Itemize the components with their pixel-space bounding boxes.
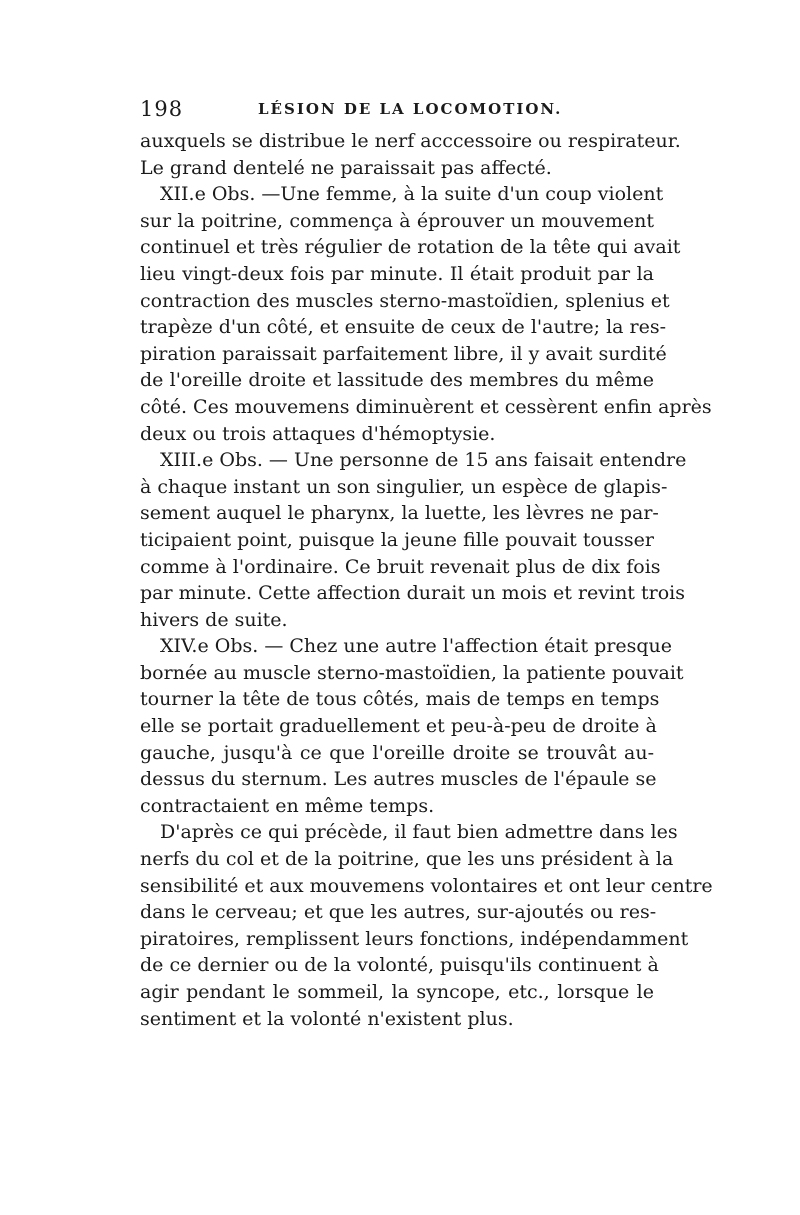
text-line: bornée au muscle sterno-mastoïdien, la patiente pouvait xyxy=(140,661,684,684)
text-line: contractaient en même temps. xyxy=(140,794,435,817)
text-line: piration paraissait parfaitement libre, il y avait surdité xyxy=(140,342,667,365)
text-line: tourner la tête de tous côtés, mais de temps en temps xyxy=(140,688,660,711)
text-line: de l'oreille droite et lassitude des membres du même xyxy=(140,369,654,392)
text-line: comme à l'ordinaire. Ce bruit revenait plus de dix fois xyxy=(140,555,661,578)
page-header xyxy=(140,97,660,125)
text-line: continuel et très régulier de rotation de la tête qui avait xyxy=(140,236,681,259)
text-line: XII.e Obs. —Une femme, à la suite d'un coup violent xyxy=(160,183,664,206)
text-line: de ce dernier ou de la volonté, puisqu'ils continuent à xyxy=(140,954,659,977)
text-line: Le grand dentelé ne paraissait pas affecté. xyxy=(140,156,552,179)
text-line: sentiment et la volonté n'existent plus. xyxy=(140,1007,514,1030)
body-text xyxy=(140,128,713,1032)
text-line: auxquels se distribue le nerf acccessoire ou respirateur. xyxy=(140,130,681,152)
text-line: piratoires, remplissent leurs fonctions, indépendamment xyxy=(140,927,689,950)
text-line: côté. Ces mouvemens diminuèrent et cessèrent enfin après xyxy=(140,395,712,418)
text-line: nerfs du col et de la poitrine, que les uns président à la xyxy=(140,848,674,871)
text-line: D'après ce qui précède, il faut bien admettre dans les xyxy=(160,821,678,844)
text-line: XIV.e Obs. — Chez une autre l'affection était presque xyxy=(160,635,673,658)
text-line: trapèze d'un côté, et ensuite de ceux de l'autre; la res- xyxy=(140,316,667,339)
text-line: gauche, jusqu'à ce que l'oreille droite se trouvât au- xyxy=(140,741,654,764)
page-number: 198 xyxy=(140,97,184,121)
text-line: par minute. Cette affection durait un mois et revint trois xyxy=(140,582,685,605)
text-line: contraction des muscles sterno-mastoïdien, splenius et xyxy=(140,289,670,312)
running-title: LÉSION DE LA LOCOMOTION. xyxy=(258,100,563,118)
text-line: à chaque instant un son singulier, un espèce de glapis- xyxy=(140,475,668,498)
text-line: XIII.e Obs. — Une personne de 15 ans faisait entendre xyxy=(160,449,687,472)
text-line: elle se portait graduellement et peu-à-peu de droite à xyxy=(140,715,657,738)
text-line: lieu vingt-deux fois par minute. Il était produit par la xyxy=(140,262,654,285)
text-line: deux ou trois attaques d'hémoptysie. xyxy=(140,422,496,445)
text-line: sensibilité et aux mouvemens volontaires et ont leur centre xyxy=(140,874,713,897)
text-line: dans le cerveau; et que les autres, sur-ajoutés ou res- xyxy=(140,901,657,924)
text-line: ticipaient point, puisque la jeune fille pouvait tousser xyxy=(140,528,654,551)
text-line: agir pendant le sommeil, la syncope, etc., lorsque le xyxy=(140,981,654,1003)
text-line: sur la poitrine, commença à éprouver un mouvement xyxy=(140,209,654,232)
text-line: sement auquel le pharynx, la luette, les lèvres ne par- xyxy=(140,502,659,525)
text-line: dessus du sternum. Les autres muscles de l'épaule se xyxy=(140,768,657,791)
text-line: hivers de suite. xyxy=(140,608,288,631)
